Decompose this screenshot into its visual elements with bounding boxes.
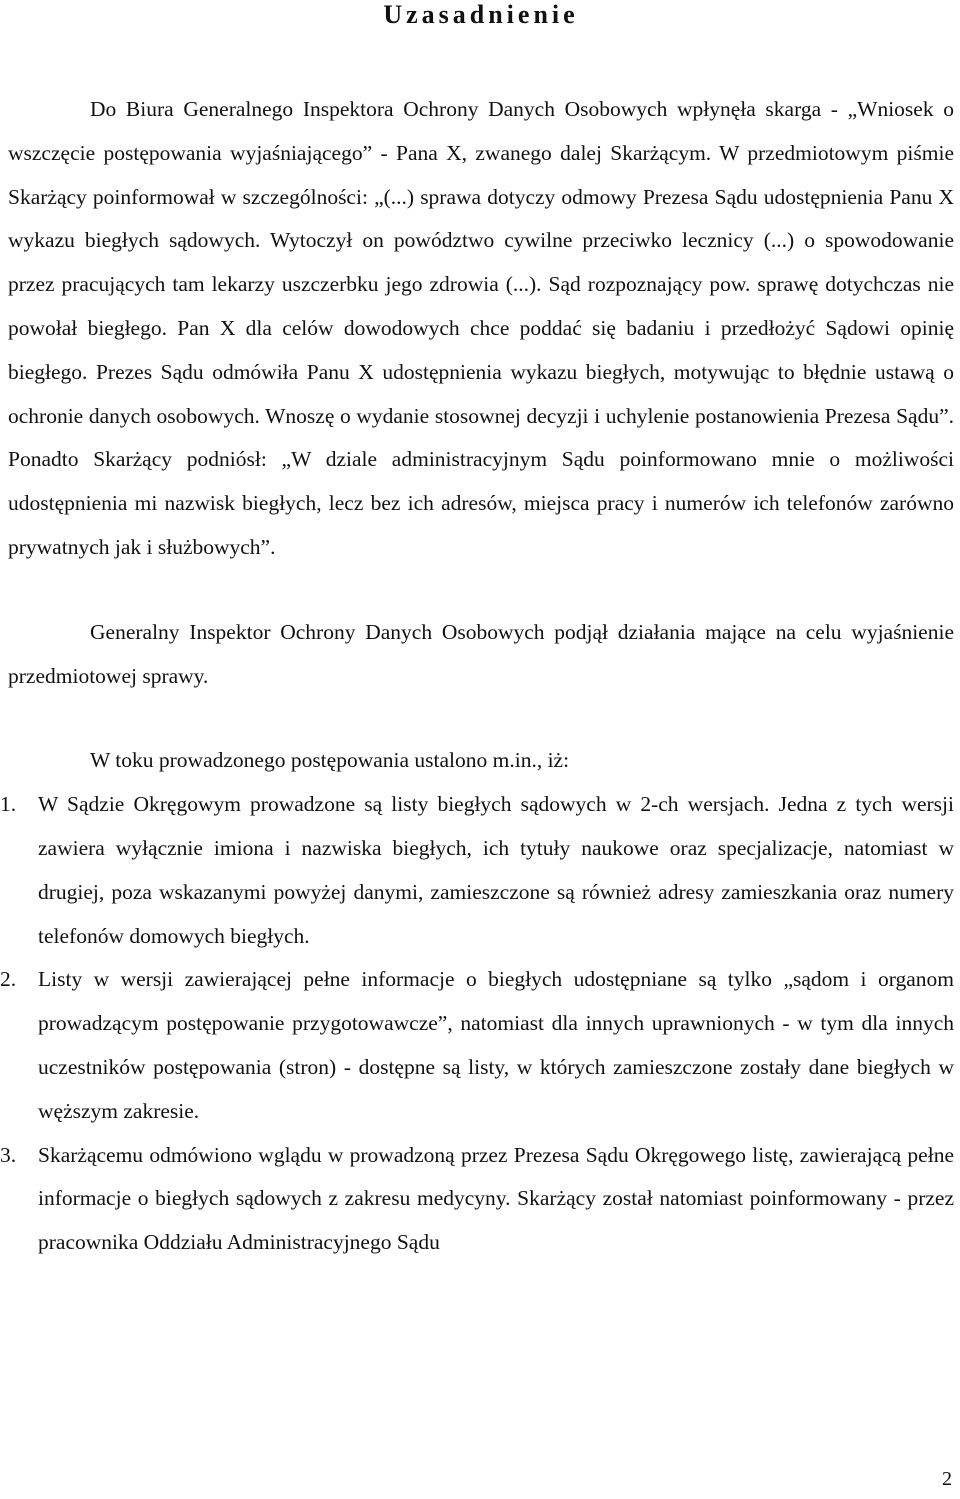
findings-intro: W toku prowadzonego postępowania ustalono m.in., iż: — [90, 748, 570, 773]
finding-number: 1. — [0, 792, 17, 817]
finding-item — [0, 1134, 954, 1265]
page-number: 2 — [942, 1468, 952, 1490]
document-title: Uzasadnienie — [383, 0, 579, 29]
finding-text: W Sądzie Okręgowym prowadzone są listy biegłych sądowych w 2-ch wersjach. Jedna z tych wersji zawiera wyłącznie imiona i nazwiska biegłych, ich tytuły naukowe oraz specjalizacje, natomiast w drugiej, poza wskazanymi powyżej danymi, zamieszczone są również adresy zamieszkania oraz numery telefonów domowych biegłych. — [38, 792, 954, 948]
finding-number: 2. — [0, 967, 17, 992]
complaint-paragraph: Do Biura Generalnego Inspektora Ochrony Danych Osobowych wpłynęła skarga - „Wniosek o wszczęcie postępowania wyjaśniającego” - Pana X, zwanego dalej Skarżącym. W przedmiotowym piśmie Skarżący poinformował w szczególności: „(...) sprawa dotyczy odmowy Prezesa Sądu udostępnienia Panu X wykazu biegłych sądowych. Wytoczył on powództwo cywilne przeciwko lecznicy (...) o spowodowanie przez pracujących tam lekarzy uszczerbku jego zdrowia (...). Sąd rozpoznający pow. sprawę dotychczas nie powołał biegłego. Pan X dla celów dowodowych chce poddać się badaniu i przedłożyć Sądowi opinię biegłego. Prezes Sądu odmówiła Panu X udostępnienia wykazu biegłych, motywując to błędnie ustawą o ochronie danych osobowych. Wnoszę o wydanie stosownej decyzji i uchylenie postanowienia Prezesa Sądu”. Ponadto Skarżący podniósł: „W dziale administracyjnym Sądu poinformowano mnie o możliwości udostępnienia mi nazwisk biegłych, lecz bez ich adresów, miejsca pracy i numerów ich telefonów zarówno prywatnych jak i służbowych”. — [8, 97, 954, 559]
finding-text: Skarżącemu odmówiono wglądu w prowadzoną przez Prezesa Sądu Okręgowego listę, zawierającą pełne informacje o biegłych sądowych z zakresu medycyny. Skarżący został natomiast poinformowany - przez pracownika Oddziału Administracyjnego Sądu — [38, 1142, 954, 1255]
finding-number: 3. — [0, 1142, 17, 1167]
findings-list — [0, 783, 954, 1265]
finding-item — [0, 958, 954, 1133]
finding-text: Listy w wersji zawierającej pełne informacje o biegłych udostępniane są tylko „sądom i organom prowadzącym postępowanie przygotowawcze”, natomiast dla innych uprawnionych - w tym dla innych uczestników postępowania (stron) - dostępne są listy, w których zamieszczone zostały dane biegłych w węższym zakresie. — [38, 967, 954, 1123]
finding-item — [0, 783, 954, 958]
action-paragraph: Generalny Inspektor Ochrony Danych Osobowych podjął działania mające na celu wyjaśnienie przedmiotowej sprawy. — [8, 619, 954, 688]
